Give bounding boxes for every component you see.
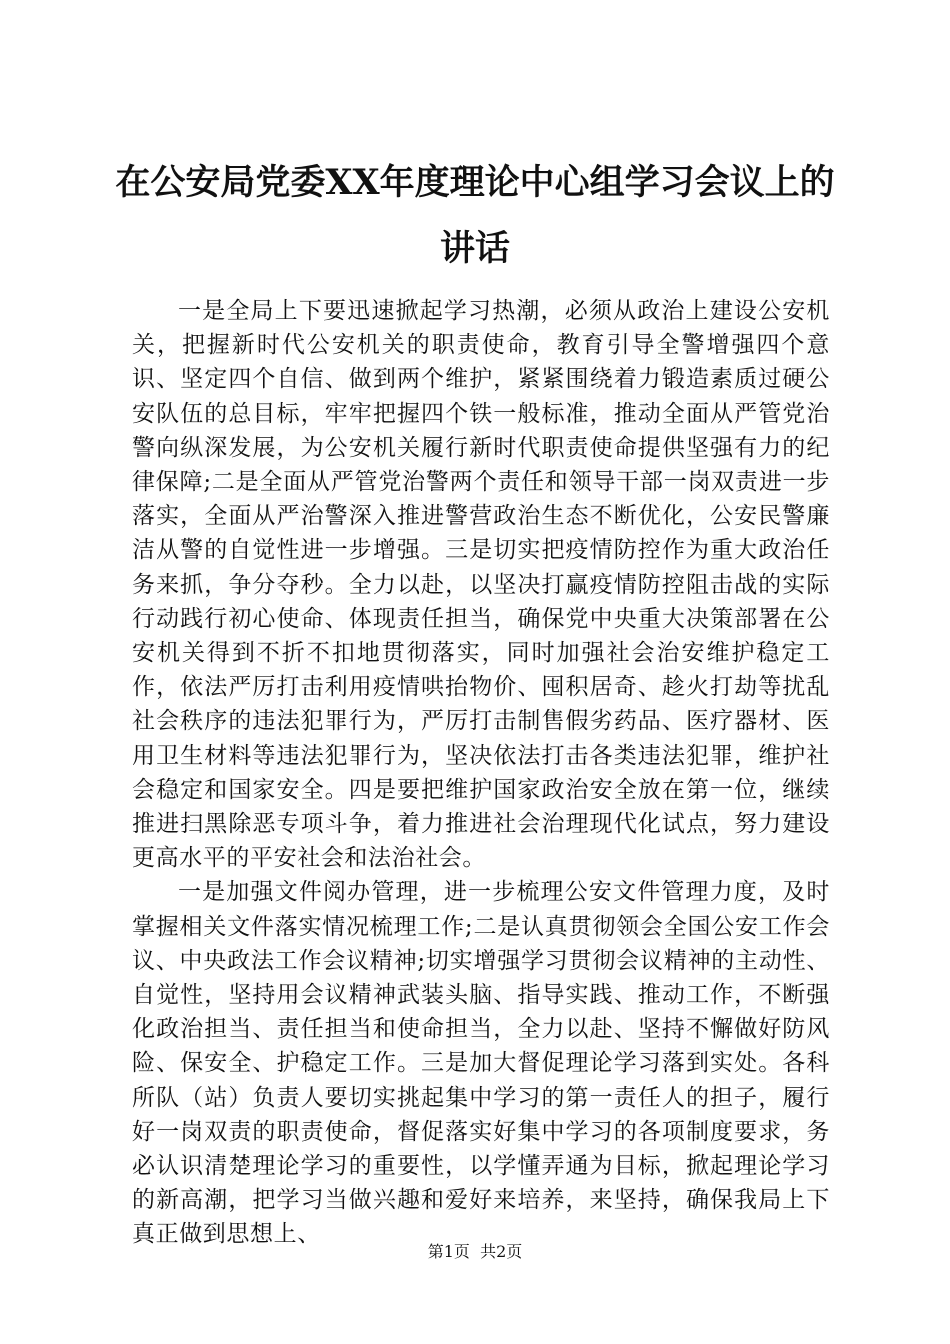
page-number: 第1页 [427,1242,470,1261]
footer-spacer [470,1242,480,1261]
page-footer [0,1242,950,1262]
paragraph-1: 一是全局上下要迅速掀起学习热潮，必须从政治上建设公安机关，把握新时代公安机关的职责使命，教育引导全警增强四个意识、坚定四个自信、做到两个维护，紧紧围绕着力锻造素质过硬公安队伍的总目标，牢牢把握四个铁一般标准，推动全面从严管党治警向纵深发展，为公安机关履行新时代职责使命提供坚强有力的纪律保障;二是全面从严管党治警两个责任和领导干部一岗双责进一步落实，全面从严治警深入推进警营政治生态不断优化，公安民警廉洁从警的自觉性进一步增强。三是切实把疫情防控作为重大政治任务来抓，争分夺秒。全力以赴，以坚决打赢疫情防控阻击战的实际行动践行初心使命、体现责任担当，确保党中央重大决策部署在公安机关得到不折不扣地贯彻落实，同时加强社会治安维护稳定工作，依法严厉打击利用疫情哄抬物价、囤积居奇、趁火打劫等扰乱社会秩序的违法犯罪行为，严厉打击制售假劣药品、医疗器材、医用卫生材料等违法犯罪行为，坚决依法打击各类违法犯罪，维护社会稳定和国家安全。四是要把维护国家政治安全放在第一位，继续推进扫黑除恶专项斗争，着力推进社会治理现代化试点，努力建设更高水平的平安社会和法治社会。 [132,298,830,872]
document-title: 在公安局党委XX年度理论中心组学习会议上的讲话 [115,162,835,269]
document-body [132,294,830,1252]
paragraph-2: 一是加强文件阅办管理，进一步梳理公安文件管理力度，及时掌握相关文件落实情况梳理工作;二是认真贯彻领会全国公安工作会议、中央政法工作会议精神;切实增强学习贯彻会议精神的主动性、自觉性，坚持用会议精神武装头脑、指导实践、推动工作，不断强化政治担当、责任担当和使命担当，全力以赴、坚持不懈做好防风险、保安全、护稳定工作。三是加大督促理论学习落到实处。各科所队（站）负责人要切实挑起集中学习的第一责任人的担子，履行好一岗双责的职责使命，督促落实好集中学习的各项制度要求，务必认识清楚理论学习的重要性，以学懂弄通为目标，掀起理论学习的新高潮，把学习当做兴趣和爱好来培养，来坚持，确保我局上下真正做到思想上、 [132,879,830,1248]
page-total: 共2页 [480,1242,523,1261]
